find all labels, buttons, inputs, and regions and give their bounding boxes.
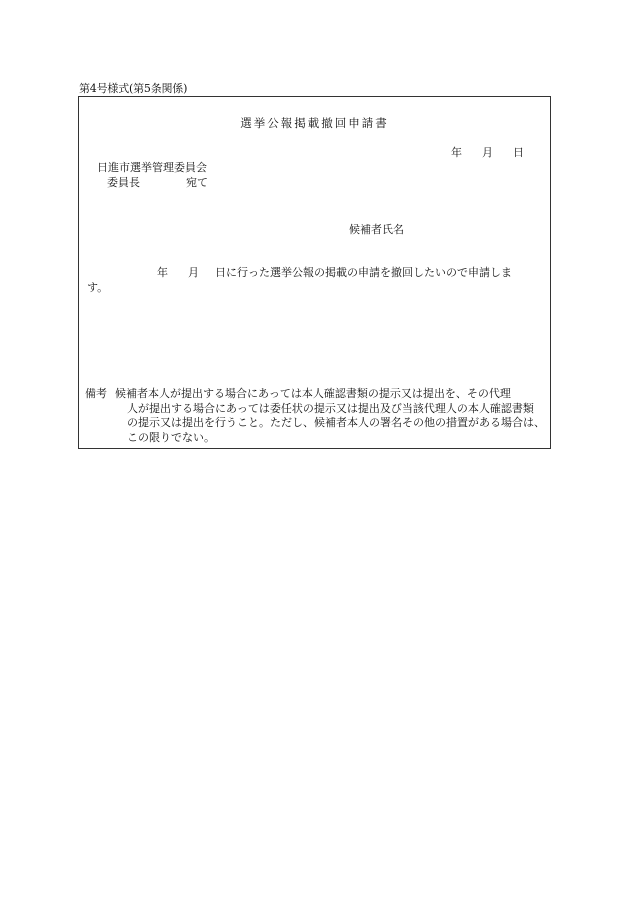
candidate-name-label: 候補者氏名 xyxy=(349,223,404,236)
remarks-block xyxy=(85,387,545,445)
addressee-block xyxy=(97,160,208,190)
application-form xyxy=(78,96,551,449)
date-day-label: 日 xyxy=(513,146,524,159)
statement-month-label: 月 xyxy=(188,266,199,279)
addressee-suffix: 宛て xyxy=(186,176,208,189)
form-number: 第4号様式(第5条関係) xyxy=(79,82,188,95)
addressee-title: 委員長 xyxy=(107,176,140,189)
remarks-line: 候補者本人が提出する場合にあっては本人確認書類の提示又は提出を、その代理 xyxy=(115,387,511,400)
date-month-label: 月 xyxy=(482,146,493,159)
addressee-title-line xyxy=(97,175,208,190)
date-line xyxy=(451,144,524,160)
date-year-label: 年 xyxy=(451,146,462,159)
addressee-organization: 日進市選挙管理委員会 xyxy=(97,161,207,174)
statement-line-1 xyxy=(87,265,542,280)
application-statement xyxy=(87,265,542,295)
statement-text: 日に行った選挙公報の掲載の申請を撤回したいので申請しま xyxy=(215,266,512,279)
remarks-text xyxy=(115,387,545,445)
statement-year-label: 年 xyxy=(157,266,168,279)
document-title: 選挙公報掲載撤回申請書 xyxy=(240,116,389,130)
remarks-label: 備考 xyxy=(85,387,107,400)
remarks-line: この限りでない。 xyxy=(127,430,215,444)
remarks-line: 人が提出する場合にあっては委任状の提示又は提出及び当該代理人の本人確認書類 xyxy=(127,401,534,415)
statement-line-2: す。 xyxy=(87,281,109,294)
remarks-line: の提示又は提出を行うこと。ただし、候補者本人の署名その他の措置がある場合は、 xyxy=(127,416,545,429)
